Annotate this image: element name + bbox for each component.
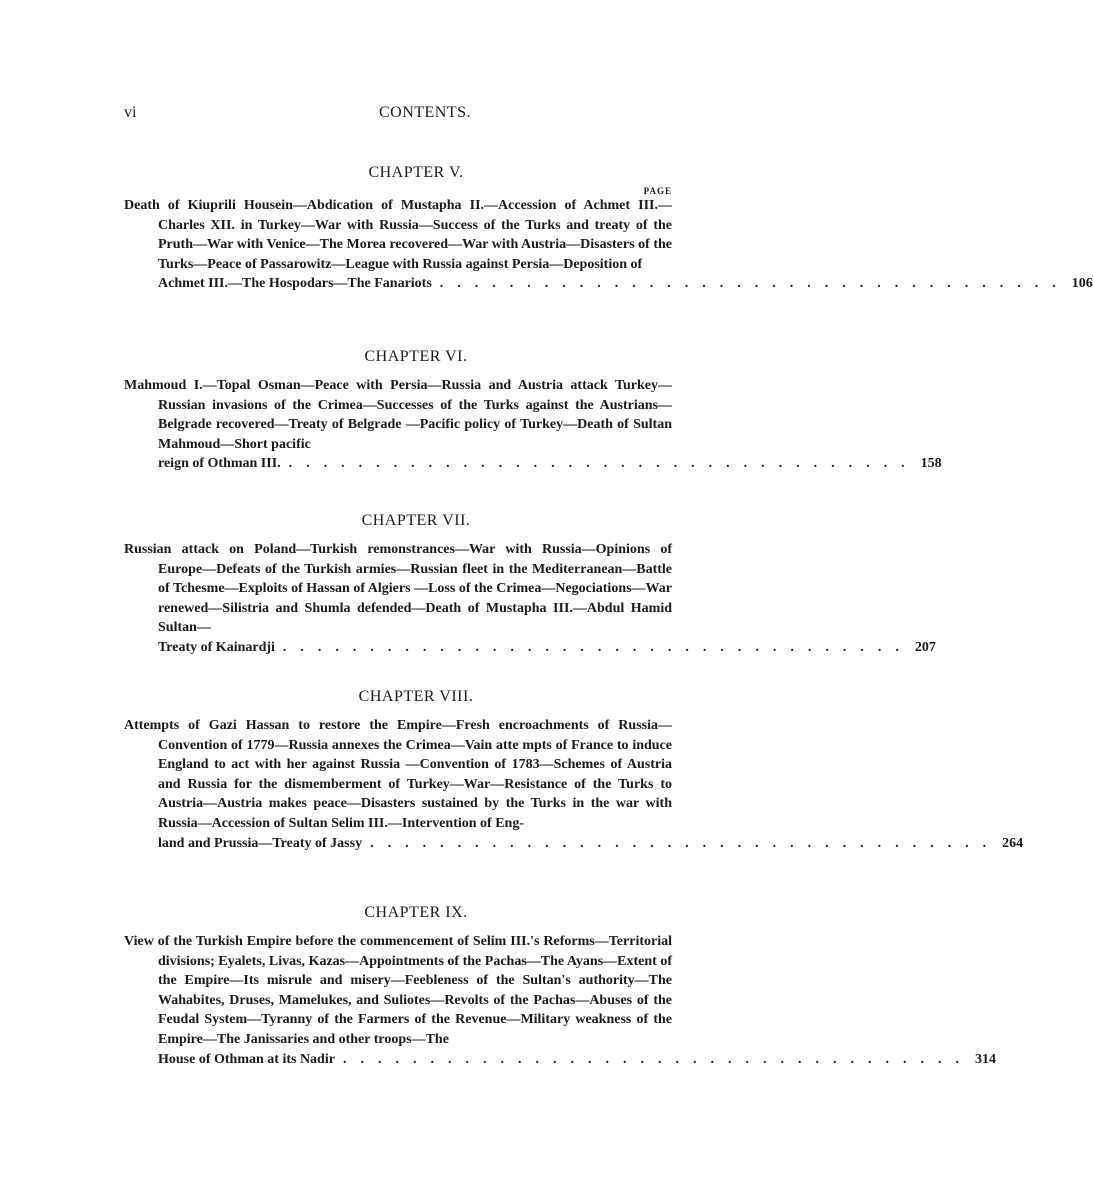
summary-last-text: Achmet III.—The Hospodars—The Fanariots <box>158 276 432 292</box>
chapter-v <box>124 164 1093 294</box>
chapter-vii <box>124 512 936 658</box>
dot-leader: .................................... <box>370 835 1001 851</box>
summary-last-text: land and Prussia—Treaty of Jassy <box>158 835 363 851</box>
summary-text: View of the Turkish Empire before the commencement of Selim III.'s Reforms—Territorial divisions; Eyalets, Livas, Kazas—Appointments of the Pachas—The Ayans—Extent of the Empire—Its misrule and misery—Feebleness of the Sultan's authority—The Wahabites, Druses, Mamelukes, and Suliotes—Revolts of the Pachas—Abuses of the Feudal System—Tyranny of the Farmers of the Revenue—Military weakness of the Empire—The Janissaries and other troops—The <box>124 934 672 1047</box>
running-title: CONTENTS. <box>378 104 472 121</box>
chapter-summary <box>124 540 936 658</box>
page-reference: 207 <box>914 639 936 655</box>
page-number: vi <box>124 104 137 121</box>
chapter-ix <box>124 904 996 1069</box>
summary-last-line <box>158 454 942 474</box>
chapter-title: CHAPTER VI. <box>364 348 468 365</box>
summary-last-line <box>158 1050 996 1070</box>
summary-text: Attempts of Gazi Hassan to restore the Empire—Fresh encroachments of Russia—Convention of 1779—Russia annexes the Crimea—Vain atte mpts of France to induce England to act with her against Russia —Convention of 1783—Schemes of Austria and Russia for the dismemberment of Turkey—War—Resistance of the Turks to Austria—Austria makes peace—Disasters sustained by the Turks in the war with Russia—Accession of Sultan Selim III.—Intervention of Eng- <box>124 718 672 831</box>
chapter-summary <box>124 932 996 1069</box>
chapter-viii <box>124 688 1024 853</box>
chapter-summary <box>124 196 1093 294</box>
summary-last-text: House of Othman at its Nadir <box>158 1051 335 1067</box>
page-column-label: PAGE <box>643 186 672 196</box>
dot-leader: .................................... <box>439 276 1070 292</box>
chapter-summary <box>124 716 1024 853</box>
summary-text: Death of Kiuprili Housein—Abdication of Mustapha II.—Accession of Achmet III.—Charles XII. in Turkey—War with Russia—Success of the Turks and treaty of the Pruth—War with Venice—The Morea recovered—War with Austria—Disasters of the Turks—Peace of Passarowitz—League with Russia against Persia—Deposition of <box>124 198 672 272</box>
summary-last-text: Treaty of Kainardji <box>158 639 275 655</box>
chapter-summary <box>124 376 942 474</box>
page-reference: 158 <box>920 456 942 472</box>
dot-leader: .................................... <box>288 456 919 472</box>
summary-last-line <box>158 834 1024 854</box>
dot-leader: .................................... <box>282 639 913 655</box>
chapter-title: CHAPTER VIII. <box>358 688 474 705</box>
summary-last-text: reign of Othman III. <box>158 456 281 472</box>
summary-text: Mahmoud I.—Topal Osman—Peace with Persia—Russia and Austria attack Turkey—Russian invasions of the Crimea—Successes of the Turks against the Austrians—Belgrade recovered—Treaty of Belgrade —Pacific policy of Turkey—Death of Sultan Mahmoud—Short pacific <box>124 378 672 452</box>
page-reference: 314 <box>974 1051 996 1067</box>
summary-last-line <box>158 638 936 658</box>
chapter-vi <box>124 348 942 474</box>
summary-last-line <box>158 274 1093 294</box>
page-reference: 264 <box>1002 835 1024 851</box>
chapter-title: CHAPTER IX. <box>364 904 468 921</box>
chapter-title: CHAPTER VII. <box>361 512 471 529</box>
page-reference: 106 <box>1071 276 1093 292</box>
chapter-title: CHAPTER V. <box>368 164 464 181</box>
summary-text: Russian attack on Poland—Turkish remonstrances—War with Russia—Opinions of Europe—Defeats of the Turkish armies—Russian fleet in the Mediterranean—Battle of Tchesme—Exploits of Hassan of Algiers —Loss of the Crimea—Negociations—War renewed—Silistria and Shumla defended—Death of Mustapha III.—Abdul Hamid Sultan— <box>124 542 672 636</box>
dot-leader: .................................... <box>342 1051 973 1067</box>
